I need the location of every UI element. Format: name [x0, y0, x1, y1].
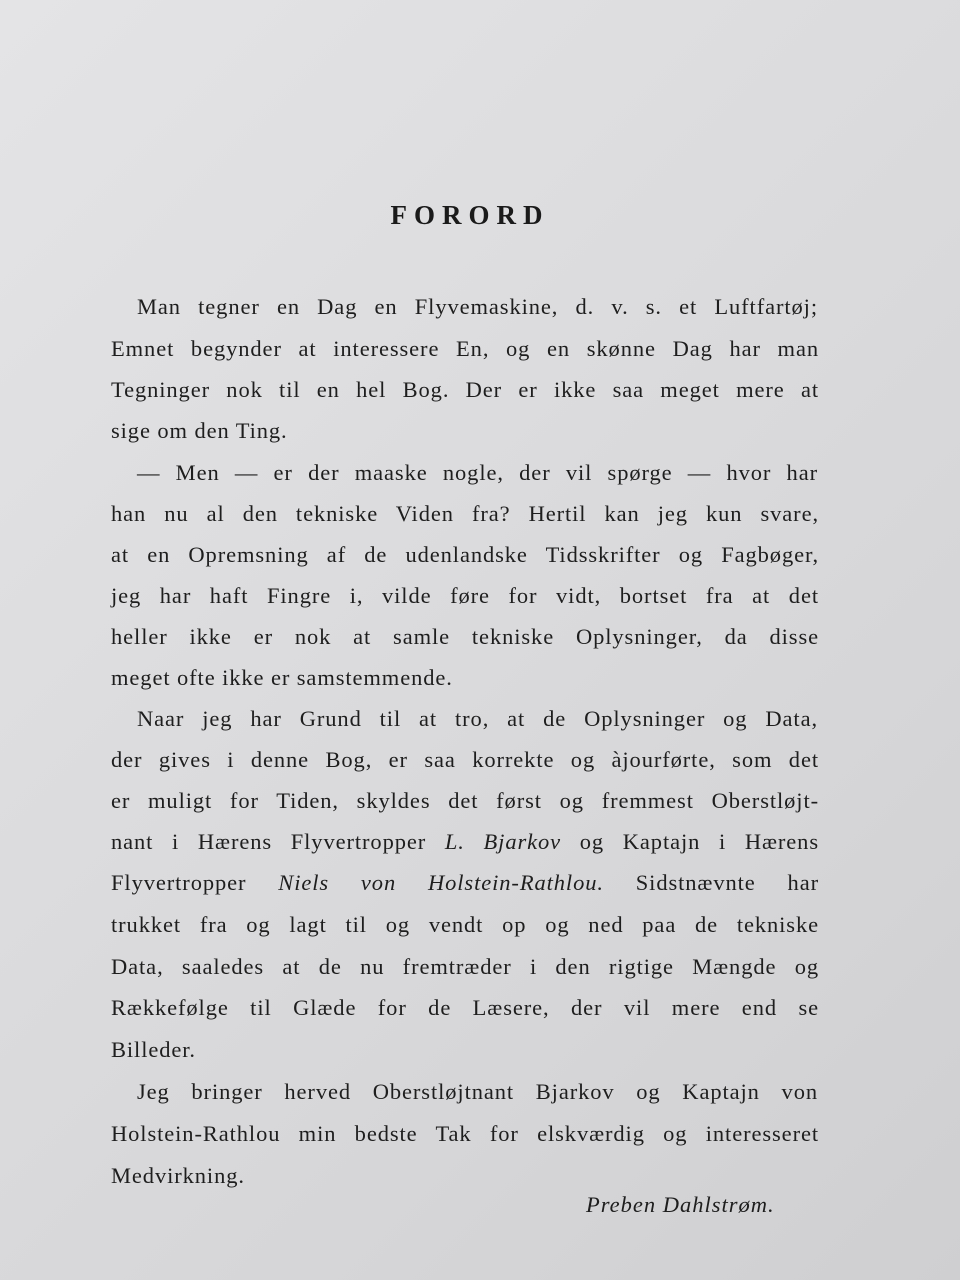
name-holstein-rathlou: Niels von Holstein-Rathlou. [278, 870, 604, 895]
text-line: er muligt for Tiden, skyldes det først og fremmest Oberstløjt- [111, 788, 819, 813]
text-line: sige om den Ting. [111, 418, 288, 443]
text-line: Man tegner en Dag en Flyvemaskine, d. v. s. et Luftfartøj; [137, 294, 818, 319]
text-span: og Kaptajn i Hærens [561, 829, 819, 854]
text-span: nant i Hærens Flyvertropper [111, 829, 445, 854]
signature: Preben Dahlstrøm. [586, 1192, 775, 1217]
name-bjarkov: L. Bjarkov [444, 829, 562, 854]
text-line: Billeder. [111, 1037, 196, 1062]
text-line: Naar jeg har Grund til at tro, at de Oplysninger og Data, [137, 706, 818, 731]
text-line: Holstein-Rathlou min bedste Tak for elskværdig og interesseret [111, 1121, 819, 1146]
text-line: Rækkefølge til Glæde for de Læsere, der vil mere end se [111, 995, 819, 1020]
text-line [111, 827, 819, 857]
text-line: heller ikke er nok at samle tekniske Oplysninger, da disse [111, 624, 819, 649]
text-line: meget ofte ikke er samstemmende. [111, 665, 453, 690]
text-line: — Men — er der maaske nogle, der vil spørge — hvor har [137, 460, 818, 485]
text-line: trukket fra og lagt til og vendt op og ned paa de tekniske [111, 912, 819, 937]
text-line: han nu al den tekniske Viden fra? Hertil kan jeg kun svare, [111, 501, 819, 526]
text-line: Jeg bringer herved Oberstløjtnant Bjarkov og Kaptajn von [137, 1079, 818, 1104]
text-span: Sidstnævnte har [603, 870, 819, 895]
text-line: Emnet begynder at interessere En, og en skønne Dag har man [111, 336, 819, 361]
text-line: Data, saaledes at de nu fremtræder i den rigtige Mængde og [111, 954, 819, 979]
text-line: der gives i denne Bog, er saa korrekte og àjourførte, som det [111, 747, 819, 772]
text-line: at en Opremsning af de udenlandske Tidsskrifter og Fagbøger, [111, 542, 819, 567]
text-line: jeg har haft Fingre i, vilde føre for vidt, bortset fra at det [111, 583, 819, 608]
text-line: Medvirkning. [111, 1163, 245, 1188]
text-span: Flyvertropper [111, 870, 279, 895]
text-line [111, 868, 819, 898]
text-line: Tegninger nok til en hel Bog. Der er ikke saa meget mere at [111, 377, 819, 402]
page-title: FORORD [390, 200, 550, 230]
